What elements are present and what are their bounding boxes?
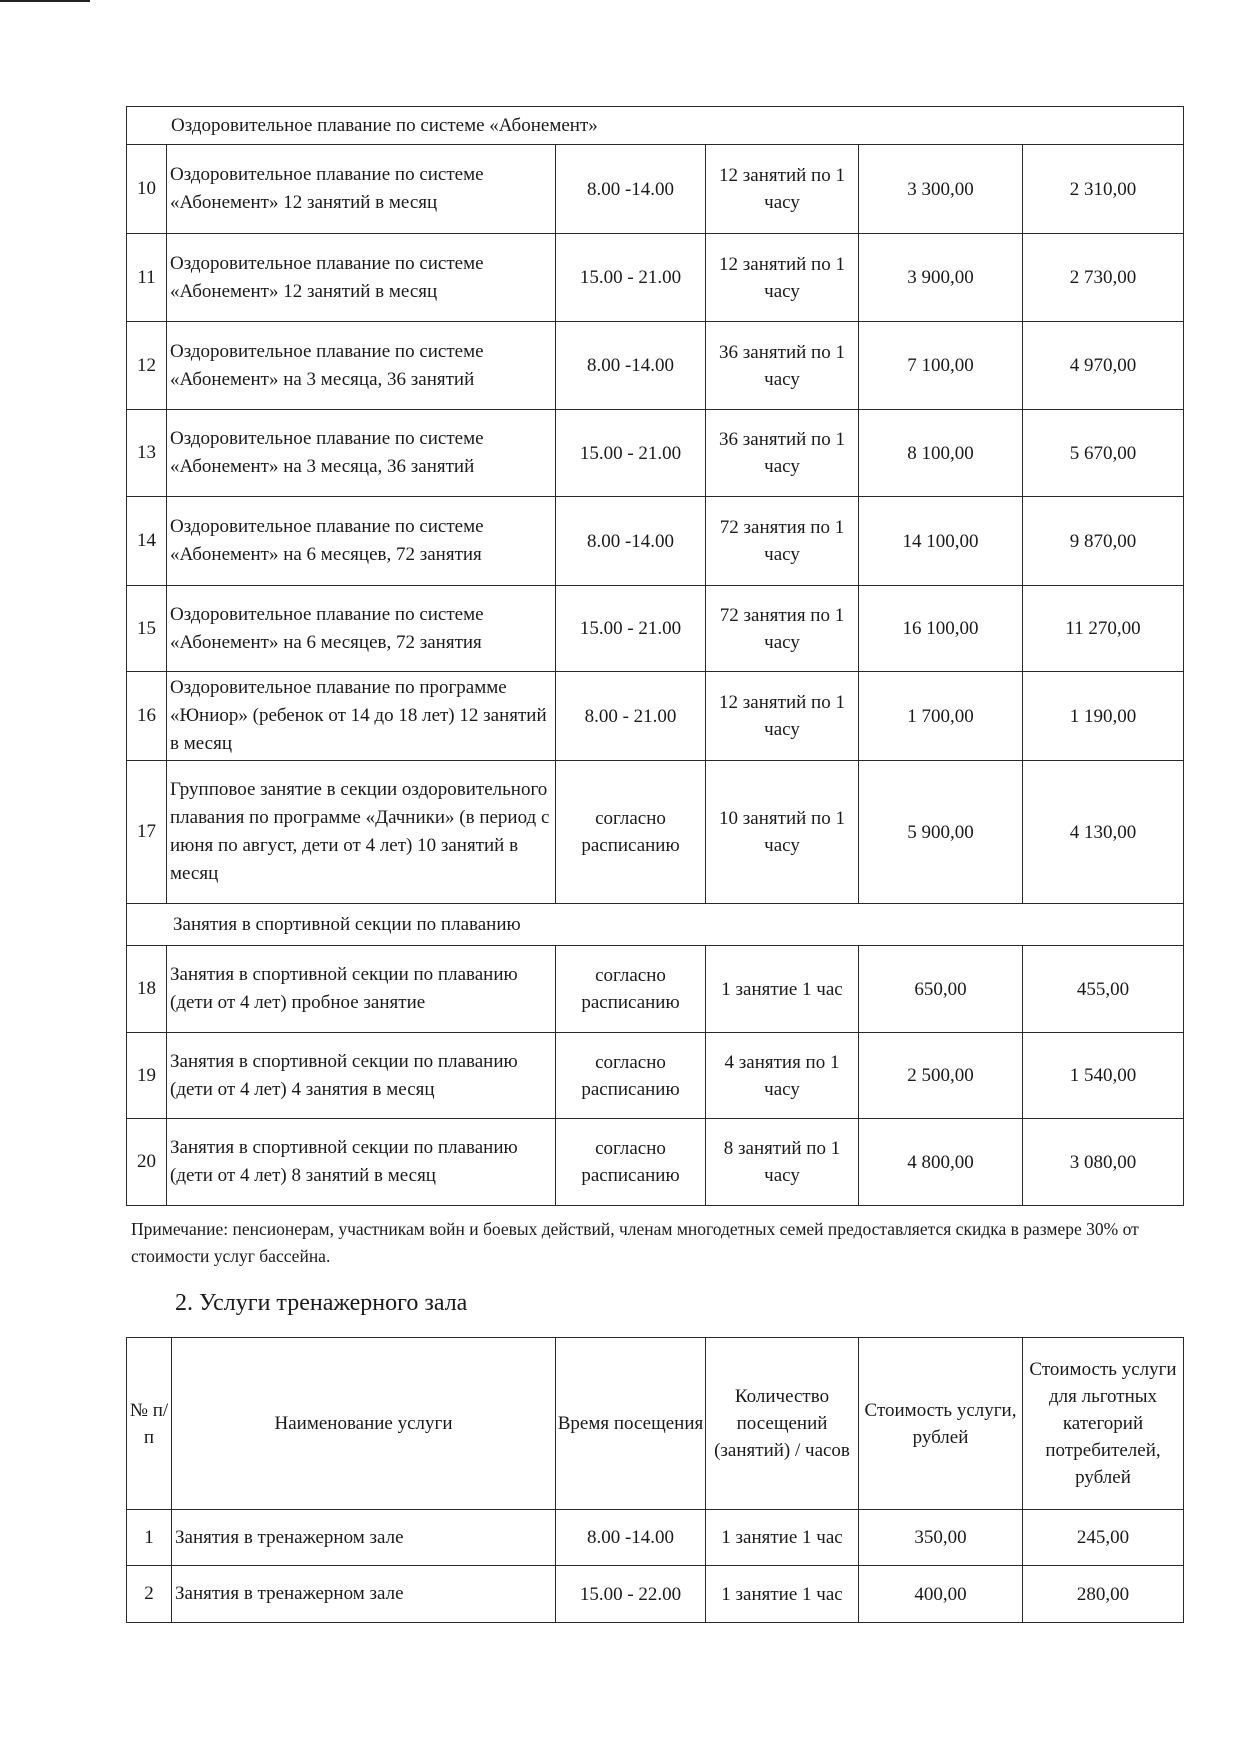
service-name: Оздоровительное плавание по системе «Абонемент» на 3 месяца, 36 занятий bbox=[167, 322, 556, 410]
discount-price: 11 270,00 bbox=[1023, 586, 1184, 672]
service-name: Занятия в спортивной секции по плаванию (дети от 4 лет) 8 занятий в месяц bbox=[167, 1119, 556, 1206]
table-row bbox=[127, 1566, 1184, 1623]
visit-count: 8 занятий по 1 часу bbox=[706, 1119, 859, 1206]
visit-time: 15.00 - 21.00 bbox=[556, 410, 706, 497]
visit-count: 10 занятий по 1 часу bbox=[706, 761, 859, 904]
service-price: 3 900,00 bbox=[859, 234, 1023, 322]
service-name: Групповое занятие в секции оздоровительного плавания по программе «Дачники» (в период с июня по август, дети от 4 лет) 10 занятий в месяц bbox=[167, 761, 556, 904]
service-name: Занятия в тренажерном зале bbox=[172, 1510, 556, 1566]
visit-count: 36 занятий по 1 часу bbox=[706, 410, 859, 497]
visit-time: 8.00 - 21.00 bbox=[556, 672, 706, 761]
table-row bbox=[127, 1510, 1184, 1566]
visit-count: 72 занятия по 1 часу bbox=[706, 497, 859, 586]
table-row bbox=[127, 761, 1184, 904]
service-name: Занятия в спортивной секции по плаванию (дети от 4 лет) 4 занятия в месяц bbox=[167, 1033, 556, 1119]
visit-count: 1 занятие 1 час bbox=[706, 946, 859, 1033]
visit-count: 4 занятия по 1 часу bbox=[706, 1033, 859, 1119]
pool-services-table bbox=[126, 106, 1184, 1206]
visit-time: согласно расписанию bbox=[556, 1033, 706, 1119]
discount-price: 9 870,00 bbox=[1023, 497, 1184, 586]
visit-time: 8.00 -14.00 bbox=[556, 497, 706, 586]
discount-note: Примечание: пенсионерам, участникам войн и боевых действий, членам многодетных семей предоставляется скидка в размере 30% от стоимости услуг бассейна. bbox=[131, 1219, 1139, 1266]
header-time: Время посещения bbox=[556, 1338, 706, 1510]
visit-time: 8.00 -14.00 bbox=[556, 1510, 706, 1566]
discount-price: 3 080,00 bbox=[1023, 1119, 1184, 1206]
discount-price: 2 310,00 bbox=[1023, 145, 1184, 234]
service-name: Оздоровительное плавание по системе «Абонемент» на 6 месяцев, 72 занятия bbox=[167, 586, 556, 672]
visit-count: 72 занятия по 1 часу bbox=[706, 586, 859, 672]
table-row bbox=[127, 1033, 1184, 1119]
header-visits: Количество посещений (занятий) / часов bbox=[706, 1338, 859, 1510]
service-price: 3 300,00 bbox=[859, 145, 1023, 234]
visit-time: согласно расписанию bbox=[556, 1119, 706, 1206]
row-number: 20 bbox=[127, 1119, 167, 1206]
table-header-row bbox=[127, 1338, 1184, 1510]
discount-price: 4 130,00 bbox=[1023, 761, 1184, 904]
section-title-subscription: Оздоровительное плавание по системе «Абонемент» bbox=[127, 107, 1184, 145]
discount-price: 1 540,00 bbox=[1023, 1033, 1184, 1119]
table-row bbox=[127, 410, 1184, 497]
section2-title: 2. Услуги тренажерного зала bbox=[175, 1290, 468, 1316]
discount-price: 280,00 bbox=[1023, 1566, 1184, 1623]
row-number: 17 bbox=[127, 761, 167, 904]
visit-time: согласно расписанию bbox=[556, 761, 706, 904]
row-number: 1 bbox=[127, 1510, 172, 1566]
table-row bbox=[127, 145, 1184, 234]
discount-price: 2 730,00 bbox=[1023, 234, 1184, 322]
row-number: 10 bbox=[127, 145, 167, 234]
visit-time: 15.00 - 22.00 bbox=[556, 1566, 706, 1623]
visit-time: 15.00 - 21.00 bbox=[556, 586, 706, 672]
section-row-subscription bbox=[127, 107, 1184, 145]
service-price: 4 800,00 bbox=[859, 1119, 1023, 1206]
row-number: 16 bbox=[127, 672, 167, 761]
visit-count: 12 занятий по 1 часу bbox=[706, 234, 859, 322]
visit-count: 1 занятие 1 час bbox=[706, 1510, 859, 1566]
visit-count: 1 занятие 1 час bbox=[706, 1566, 859, 1623]
table-row bbox=[127, 234, 1184, 322]
service-price: 16 100,00 bbox=[859, 586, 1023, 672]
row-number: 18 bbox=[127, 946, 167, 1033]
service-price: 650,00 bbox=[859, 946, 1023, 1033]
discount-price: 1 190,00 bbox=[1023, 672, 1184, 761]
visit-time: 8.00 -14.00 bbox=[556, 145, 706, 234]
header-num: № п/п bbox=[127, 1338, 172, 1510]
visit-time: 15.00 - 21.00 bbox=[556, 234, 706, 322]
discount-price: 245,00 bbox=[1023, 1510, 1184, 1566]
row-number: 13 bbox=[127, 410, 167, 497]
table-row bbox=[127, 322, 1184, 410]
service-name: Оздоровительное плавание по системе «Абонемент» 12 занятий в месяц bbox=[167, 234, 556, 322]
visit-count: 12 занятий по 1 часу bbox=[706, 672, 859, 761]
service-price: 5 900,00 bbox=[859, 761, 1023, 904]
section-title-sport: Занятия в спортивной секции по плаванию bbox=[127, 904, 1184, 946]
row-number: 12 bbox=[127, 322, 167, 410]
row-number: 11 bbox=[127, 234, 167, 322]
table-row bbox=[127, 1119, 1184, 1206]
service-name: Занятия в спортивной секции по плаванию (дети от 4 лет) пробное занятие bbox=[167, 946, 556, 1033]
service-name: Оздоровительное плавание по системе «Абонемент» 12 занятий в месяц bbox=[167, 145, 556, 234]
discount-price: 455,00 bbox=[1023, 946, 1184, 1033]
table-row bbox=[127, 672, 1184, 761]
visit-time: согласно расписанию bbox=[556, 946, 706, 1033]
section-row-sport bbox=[127, 904, 1184, 946]
header-name: Наименование услуги bbox=[172, 1338, 556, 1510]
visit-count: 36 занятий по 1 часу bbox=[706, 322, 859, 410]
row-number: 14 bbox=[127, 497, 167, 586]
service-name: Занятия в тренажерном зале bbox=[172, 1566, 556, 1623]
service-price: 7 100,00 bbox=[859, 322, 1023, 410]
scan-corner-mark bbox=[0, 0, 90, 2]
service-name: Оздоровительное плавание по системе «Абонемент» на 6 месяцев, 72 занятия bbox=[167, 497, 556, 586]
service-price: 350,00 bbox=[859, 1510, 1023, 1566]
table-row bbox=[127, 497, 1184, 586]
row-number: 15 bbox=[127, 586, 167, 672]
table-row bbox=[127, 586, 1184, 672]
header-discount: Стоимость услуги для льготных категорий потребителей, рублей bbox=[1023, 1338, 1184, 1510]
gym-services-table bbox=[126, 1337, 1184, 1623]
service-price: 1 700,00 bbox=[859, 672, 1023, 761]
table-row bbox=[127, 946, 1184, 1033]
service-price: 14 100,00 bbox=[859, 497, 1023, 586]
service-price: 8 100,00 bbox=[859, 410, 1023, 497]
service-name: Оздоровительное плавание по системе «Абонемент» на 3 месяца, 36 занятий bbox=[167, 410, 556, 497]
service-name: Оздоровительное плавание по программе «Юниор» (ребенок от 14 до 18 лет) 12 занятий в месяц bbox=[167, 672, 556, 761]
row-number: 19 bbox=[127, 1033, 167, 1119]
header-price: Стоимость услуги, рублей bbox=[859, 1338, 1023, 1510]
visit-count: 12 занятий по 1 часу bbox=[706, 145, 859, 234]
visit-time: 8.00 -14.00 bbox=[556, 322, 706, 410]
discount-price: 4 970,00 bbox=[1023, 322, 1184, 410]
row-number: 2 bbox=[127, 1566, 172, 1623]
discount-price: 5 670,00 bbox=[1023, 410, 1184, 497]
service-price: 2 500,00 bbox=[859, 1033, 1023, 1119]
service-price: 400,00 bbox=[859, 1566, 1023, 1623]
